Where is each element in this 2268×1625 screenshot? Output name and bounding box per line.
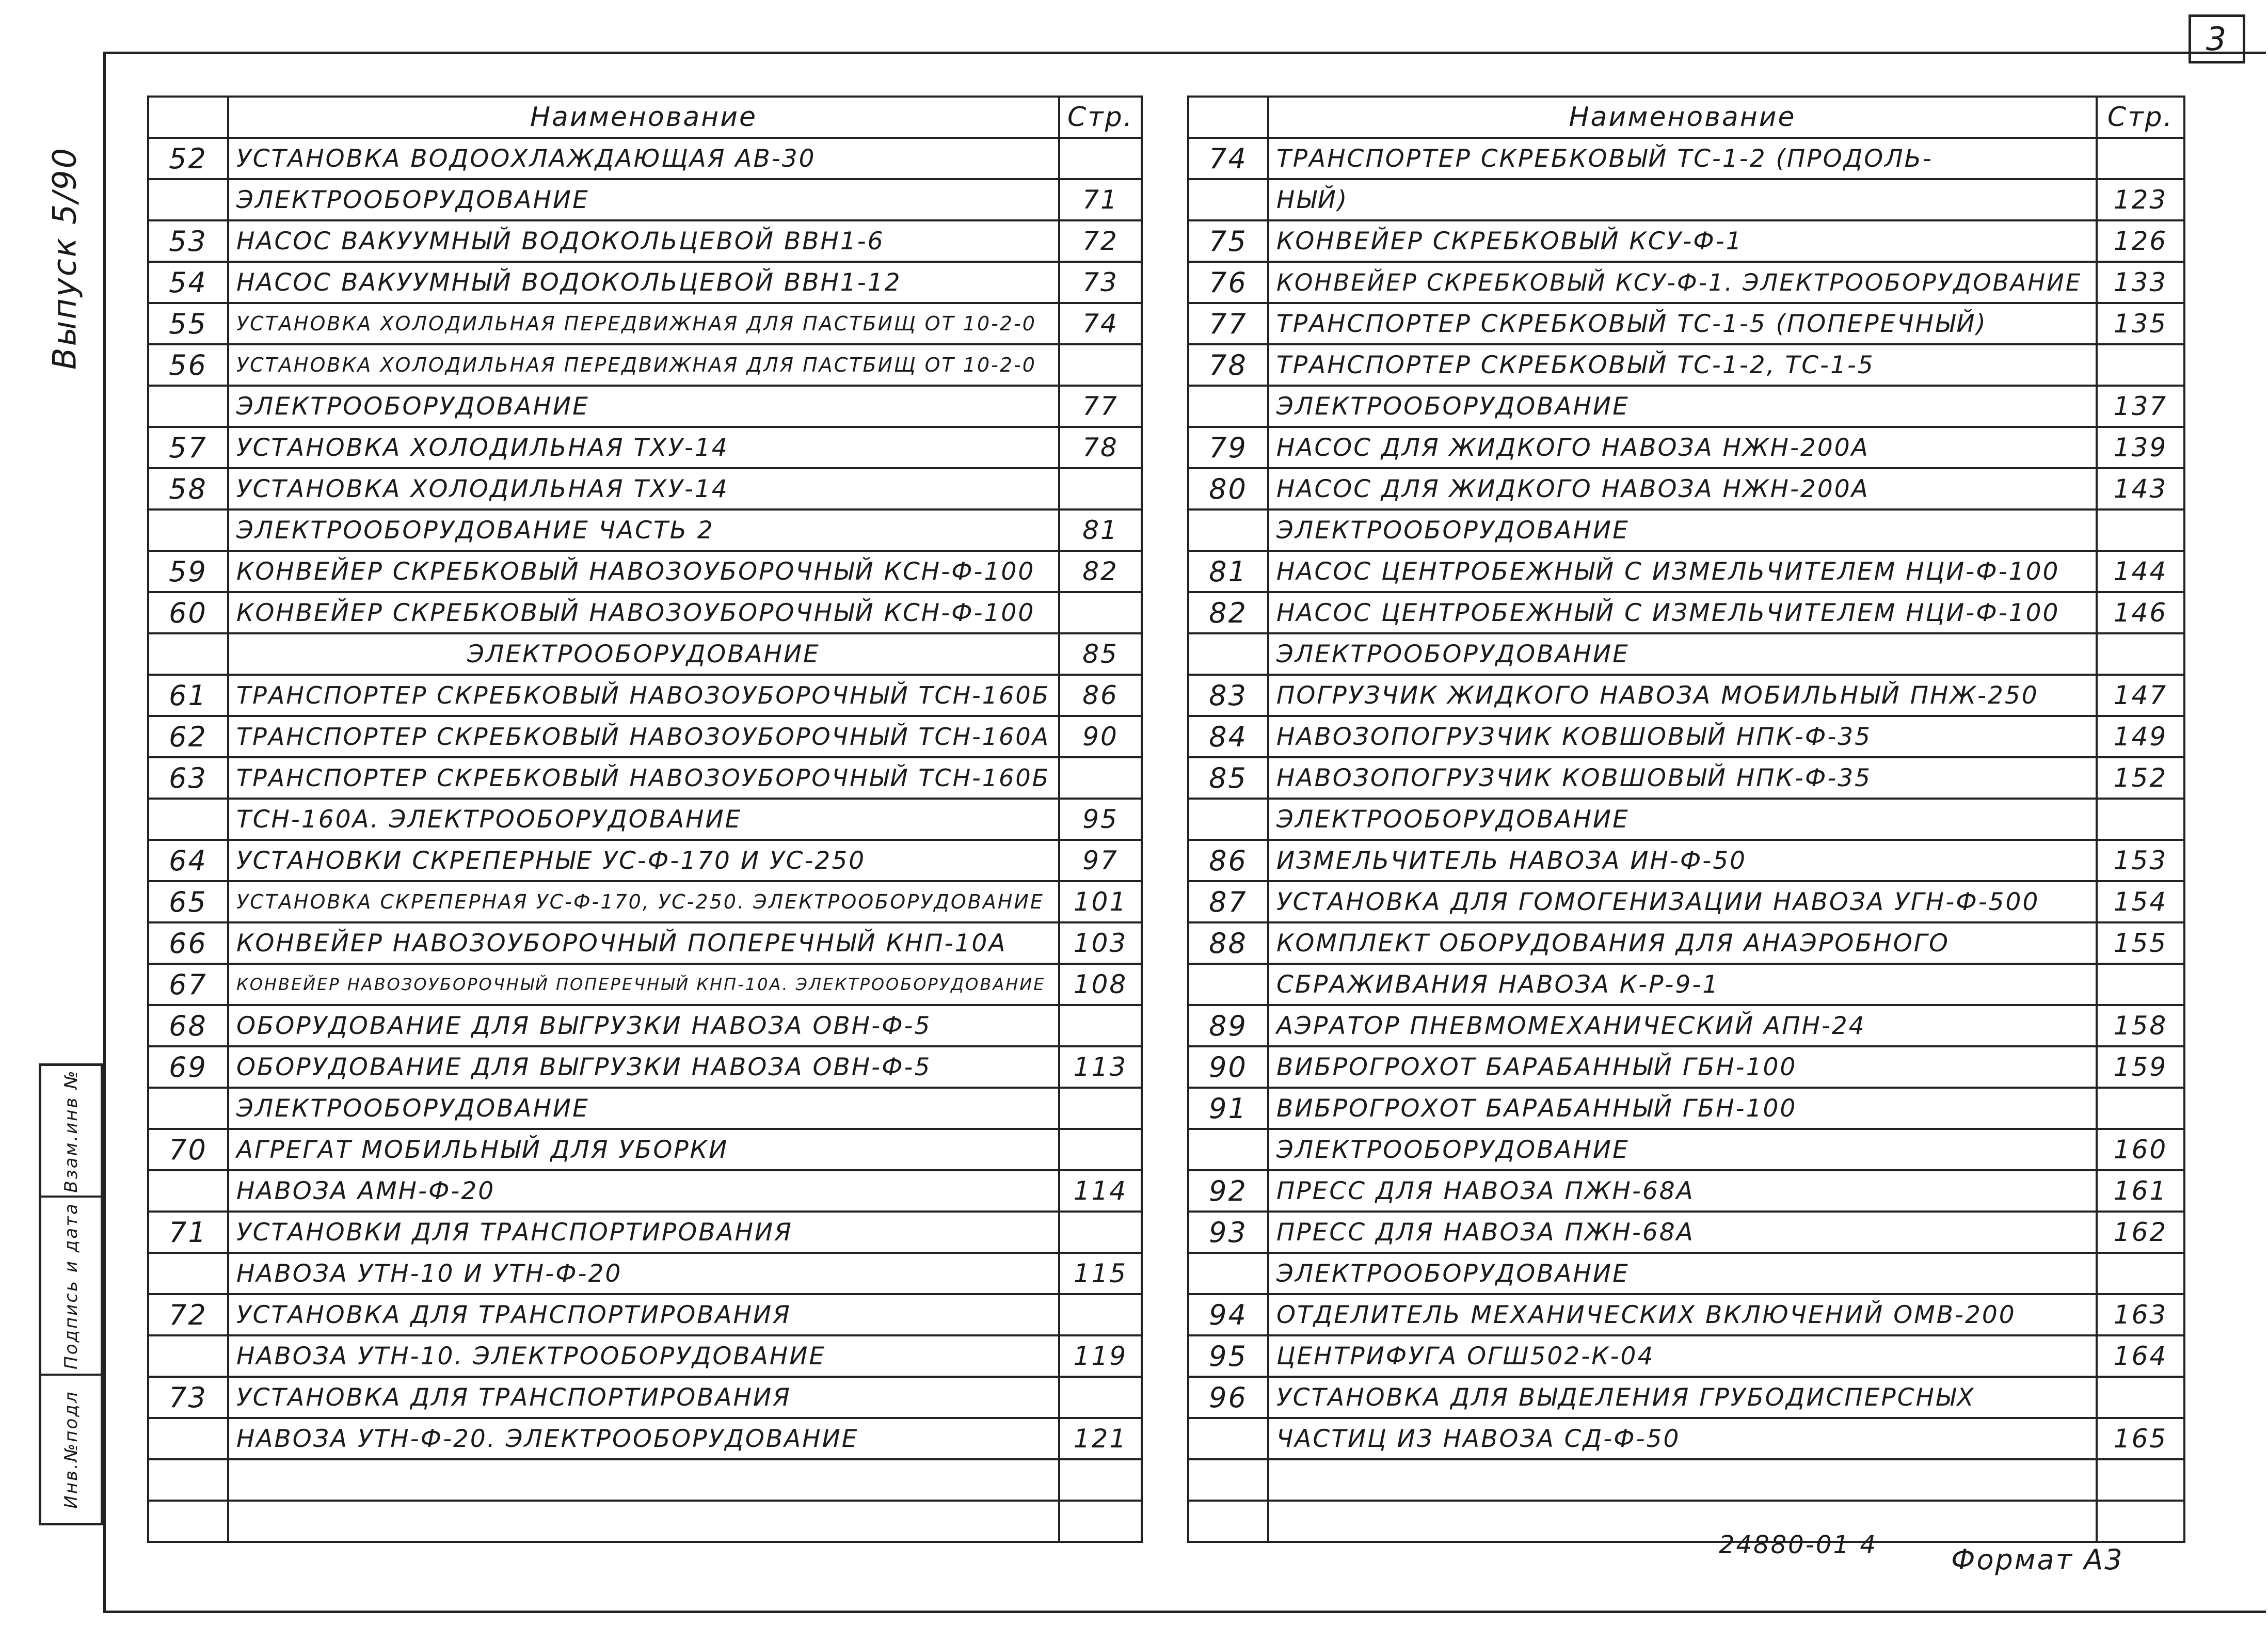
item-page [2097, 633, 2184, 675]
item-page: 115 [1059, 1253, 1142, 1294]
table-row [148, 303, 1142, 344]
table-row [1188, 427, 2184, 468]
item-page: 165 [2097, 1418, 2184, 1459]
stamp-label: Подпись и дата [60, 1202, 82, 1369]
item-name: УСТАНОВКИ СКРЕПЕРНЫЕ УС-Ф-170 И УС-250 [228, 840, 1059, 881]
item-number: 86 [1188, 840, 1268, 881]
item-number [148, 633, 228, 675]
item-number [148, 1459, 228, 1501]
table-row [1188, 840, 2184, 881]
item-number [1188, 1129, 1268, 1170]
item-name: ЭЛЕКТРООБОРУДОВАНИЕ [1268, 799, 2097, 840]
item-number: 71 [148, 1212, 228, 1253]
item-name: ЦЕНТРИФУГА ОГШ502-К-04 [1268, 1335, 2097, 1377]
item-number: 95 [1188, 1335, 1268, 1377]
table-row [148, 1129, 1142, 1170]
item-number: 90 [1188, 1046, 1268, 1088]
item-name: НАВОЗОПОГРУЗЧИК КОВШОВЫЙ НПК-Ф-35 [1268, 757, 2097, 799]
name-header: Наименование [228, 97, 1059, 138]
item-number: 75 [1188, 220, 1268, 262]
item-name: НАВОЗА УТН-10 И УТН-Ф-20 [228, 1253, 1059, 1294]
item-number: 67 [148, 964, 228, 1005]
stamp-label: Взам.инв № [60, 1069, 82, 1193]
item-number [1188, 633, 1268, 675]
item-number: 59 [148, 551, 228, 592]
table-row [148, 1459, 1142, 1501]
table-row [148, 179, 1142, 220]
item-number [1188, 799, 1268, 840]
item-name: ТРАНСПОРТЕР СКРЕБКОВЫЙ ТС-1-2 (ПРОДОЛЬ- [1268, 138, 2097, 179]
table-row [1188, 757, 2184, 799]
item-number: 84 [1188, 716, 1268, 757]
item-page: 108 [1059, 964, 1142, 1005]
item-page [2097, 964, 2184, 1005]
item-page [2097, 1377, 2184, 1418]
item-name: НЫЙ) [1268, 179, 2097, 220]
item-name: ЭЛЕКТРООБОРУДОВАНИЕ [1268, 1129, 2097, 1170]
item-name: ТРАНСПОРТЕР СКРЕБКОВЫЙ НАВОЗОУБОРОЧНЫЙ ТСН-160Б [228, 675, 1059, 716]
item-page: 78 [1059, 427, 1142, 468]
table-row [1188, 1212, 2184, 1253]
page-header: Стр. [2097, 97, 2184, 138]
item-number: 66 [148, 922, 228, 964]
item-page: 90 [1059, 716, 1142, 757]
item-name: УСТАНОВКИ ДЛЯ ТРАНСПОРТИРОВАНИЯ [228, 1212, 1059, 1253]
stamp-label: Инв.№подл [60, 1390, 82, 1509]
item-number: 65 [148, 881, 228, 922]
table-row [1188, 1253, 2184, 1294]
item-number [148, 179, 228, 220]
item-number [1188, 964, 1268, 1005]
item-page: 126 [2097, 220, 2184, 262]
number-header [1188, 97, 1268, 138]
table-row [1188, 220, 2184, 262]
item-name: НАСОС ДЛЯ ЖИДКОГО НАВОЗА НЖН-200А [1268, 468, 2097, 509]
table-row [1188, 551, 2184, 592]
item-page: 95 [1059, 799, 1142, 840]
approval-stamp-strip [39, 1063, 103, 1525]
table-row [1188, 1459, 2184, 1501]
item-name: ТРАНСПОРТЕР СКРЕБКОВЫЙ ТС-1-5 (ПОПЕРЕЧНЫЙ) [1268, 303, 2097, 344]
table-row [148, 386, 1142, 427]
item-name: НАСОС ЦЕНТРОБЕЖНЫЙ С ИЗМЕЛЬЧИТЕЛЕМ НЦИ-Ф-100 [1268, 551, 2097, 592]
item-number: 80 [1188, 468, 1268, 509]
table-row [148, 1088, 1142, 1129]
stamp-cell-original [41, 1376, 101, 1523]
table-row [1188, 468, 2184, 509]
item-number: 81 [1188, 551, 1268, 592]
item-name: УСТАНОВКА ХОЛОДИЛЬНАЯ ТХУ-14 [228, 468, 1059, 509]
item-name: ЭЛЕКТРООБОРУДОВАНИЕ [1268, 633, 2097, 675]
item-name: КОНВЕЙЕР СКРЕБКОВЫЙ НАВОЗОУБОРОЧНЫЙ КСН-Ф-100 [228, 551, 1059, 592]
item-number [1188, 386, 1268, 427]
item-page: 121 [1059, 1418, 1142, 1459]
contents-body-right [1188, 138, 2184, 1542]
item-number [148, 1335, 228, 1377]
table-row [148, 922, 1142, 964]
item-page: 81 [1059, 509, 1142, 551]
item-page: 74 [1059, 303, 1142, 344]
item-page [2097, 509, 2184, 551]
item-page [1059, 468, 1142, 509]
item-number: 77 [1188, 303, 1268, 344]
item-number: 68 [148, 1005, 228, 1046]
item-number: 56 [148, 344, 228, 386]
table-row [1188, 1005, 2184, 1046]
table-row [148, 675, 1142, 716]
item-number: 91 [1188, 1088, 1268, 1129]
item-page: 86 [1059, 675, 1142, 716]
item-page: 164 [2097, 1335, 2184, 1377]
item-page: 139 [2097, 427, 2184, 468]
item-page: 152 [2097, 757, 2184, 799]
item-page [1059, 592, 1142, 633]
table-row [1188, 633, 2184, 675]
item-page [2097, 344, 2184, 386]
table-row [148, 1170, 1142, 1212]
item-number [148, 1501, 228, 1542]
item-name: УСТАНОВКА ВОДООХЛАЖДАЮЩАЯ АВ-30 [228, 138, 1059, 179]
table-row [1188, 1377, 2184, 1418]
table-row [148, 964, 1142, 1005]
item-name: ПРЕСС ДЛЯ НАВОЗА ПЖН-68А [1268, 1212, 2097, 1253]
item-number: 79 [1188, 427, 1268, 468]
item-number [1188, 509, 1268, 551]
item-name: ЭЛЕКТРООБОРУДОВАНИЕ ЧАСТЬ 2 [228, 509, 1059, 551]
item-page: 101 [1059, 881, 1142, 922]
page-number-box [2189, 14, 2245, 63]
item-name: ТРАНСПОРТЕР СКРЕБКОВЫЙ НАВОЗОУБОРОЧНЫЙ ТСН-160Б [228, 757, 1059, 799]
table-row [1188, 675, 2184, 716]
item-page: 72 [1059, 220, 1142, 262]
item-page: 137 [2097, 386, 2184, 427]
item-name: КОНВЕЙЕР СКРЕБКОВЫЙ КСУ-Ф-1 [1268, 220, 2097, 262]
item-name [1268, 1459, 2097, 1501]
item-number [1188, 1501, 1268, 1542]
item-name: ОТДЕЛИТЕЛЬ МЕХАНИЧЕСКИХ ВКЛЮЧЕНИЙ ОМВ-200 [1268, 1294, 2097, 1335]
item-page: 133 [2097, 262, 2184, 303]
table-row [1188, 1170, 2184, 1212]
item-name: ВИБРОГРОХОТ БАРАБАННЫЙ ГБН-100 [1268, 1088, 2097, 1129]
item-name: УСТАНОВКА ХОЛОДИЛЬНАЯ ПЕРЕДВИЖНАЯ ДЛЯ ПАСТБИЩ ОТ 10-2-0 [228, 303, 1059, 344]
item-number: 94 [1188, 1294, 1268, 1335]
item-number: 58 [148, 468, 228, 509]
item-number [148, 386, 228, 427]
item-page: 160 [2097, 1129, 2184, 1170]
issue-label: Выпуск 5/90 [45, 146, 84, 370]
item-page: 155 [2097, 922, 2184, 964]
item-page [2097, 799, 2184, 840]
name-header: Наименование [1268, 97, 2097, 138]
item-name: УСТАНОВКА ХОЛОДИЛЬНАЯ ТХУ-14 [228, 427, 1059, 468]
item-name: ЭЛЕКТРООБОРУДОВАНИЕ [228, 1088, 1059, 1129]
table-row [148, 716, 1142, 757]
item-number: 96 [1188, 1377, 1268, 1418]
table-row [1188, 303, 2184, 344]
table-row [148, 1294, 1142, 1335]
item-page: 113 [1059, 1046, 1142, 1088]
item-name: ТСН-160А. ЭЛЕКТРООБОРУДОВАНИЕ [228, 799, 1059, 840]
item-name: НАВОЗА УТН-10. ЭЛЕКТРООБОРУДОВАНИЕ [228, 1335, 1059, 1377]
item-page: 85 [1059, 633, 1142, 675]
item-page [1059, 1005, 1142, 1046]
item-page: 73 [1059, 262, 1142, 303]
item-name: ЭЛЕКТРООБОРУДОВАНИЕ [228, 633, 1059, 675]
item-number: 76 [1188, 262, 1268, 303]
table-row [1188, 1129, 2184, 1170]
item-page: 119 [1059, 1335, 1142, 1377]
item-number [148, 1253, 228, 1294]
item-number: 54 [148, 262, 228, 303]
item-number [1188, 179, 1268, 220]
item-name: СБРАЖИВАНИЯ НАВОЗА К-Р-9-1 [1268, 964, 2097, 1005]
item-page: 77 [1059, 386, 1142, 427]
item-name: ОБОРУДОВАНИЕ ДЛЯ ВЫГРУЗКИ НАВОЗА ОВН-Ф-5 [228, 1005, 1059, 1046]
item-name: НАСОС ВАКУУМНЫЙ ВОДОКОЛЬЦЕВОЙ ВВН1-12 [228, 262, 1059, 303]
item-name [228, 1501, 1059, 1542]
item-number: 89 [1188, 1005, 1268, 1046]
item-page: 153 [2097, 840, 2184, 881]
item-number: 74 [1188, 138, 1268, 179]
table-row [1188, 386, 2184, 427]
table-row [1188, 964, 2184, 1005]
contents-table-left [147, 95, 1143, 1543]
item-page [1059, 1501, 1142, 1542]
number-header [148, 97, 228, 138]
table-row [1188, 716, 2184, 757]
item-name [1268, 1501, 2097, 1542]
item-number: 61 [148, 675, 228, 716]
table-row [148, 633, 1142, 675]
stamp-cell-signature [41, 1198, 101, 1376]
table-row [1188, 179, 2184, 220]
table-row [148, 468, 1142, 509]
page-number: 3 [2206, 20, 2228, 58]
item-page: 82 [1059, 551, 1142, 592]
item-name: УСТАНОВКА ХОЛОДИЛЬНАЯ ПЕРЕДВИЖНАЯ ДЛЯ ПАСТБИЩ ОТ 10-2-0 [228, 344, 1059, 386]
item-page [1059, 138, 1142, 179]
item-name: НАВОЗА УТН-Ф-20. ЭЛЕКТРООБОРУДОВАНИЕ [228, 1418, 1059, 1459]
table-row [1188, 1046, 2184, 1088]
item-page: 135 [2097, 303, 2184, 344]
item-number: 85 [1188, 757, 1268, 799]
table-row [1188, 592, 2184, 633]
table-row [1188, 881, 2184, 922]
table-header-row [148, 97, 1142, 138]
item-number: 60 [148, 592, 228, 633]
item-name: КОНВЕЙЕР НАВОЗОУБОРОЧНЫЙ ПОПЕРЕЧНЫЙ КНП-10А. ЭЛЕКТРООБОРУДОВАНИЕ [228, 964, 1059, 1005]
item-name: ЭЛЕКТРООБОРУДОВАНИЕ [1268, 386, 2097, 427]
item-number [148, 1418, 228, 1459]
item-number: 52 [148, 138, 228, 179]
item-page [2097, 138, 2184, 179]
item-page: 71 [1059, 179, 1142, 220]
table-row [148, 1418, 1142, 1459]
item-name: НАВОЗА АМН-Ф-20 [228, 1170, 1059, 1212]
item-page: 159 [2097, 1046, 2184, 1088]
table-row [148, 138, 1142, 179]
item-number [148, 799, 228, 840]
table-row [1188, 1088, 2184, 1129]
document-code: 24880-01 4 [1719, 1531, 1877, 1559]
item-number: 62 [148, 716, 228, 757]
item-number: 63 [148, 757, 228, 799]
item-number: 69 [148, 1046, 228, 1088]
item-page [2097, 1459, 2184, 1501]
table-row [1188, 922, 2184, 964]
item-name [228, 1459, 1059, 1501]
item-number [148, 509, 228, 551]
table-row [148, 1253, 1142, 1294]
item-number: 73 [148, 1377, 228, 1418]
table-row [1188, 799, 2184, 840]
item-number [148, 1170, 228, 1212]
item-number [1188, 1418, 1268, 1459]
item-name: УСТАНОВКА ДЛЯ ТРАНСПОРТИРОВАНИЯ [228, 1377, 1059, 1418]
item-name: УСТАНОВКА СКРЕПЕРНАЯ УС-Ф-170, УС-250. ЭЛЕКТРООБОРУДОВАНИЕ [228, 881, 1059, 922]
format-label: Формат А3 [1951, 1543, 2124, 1576]
table-row [148, 757, 1142, 799]
table-row [148, 840, 1142, 881]
item-page: 158 [2097, 1005, 2184, 1046]
item-page [2097, 1253, 2184, 1294]
item-name: ЭЛЕКТРООБОРУДОВАНИЕ [228, 386, 1059, 427]
table-row [148, 220, 1142, 262]
page-header: Стр. [1059, 97, 1142, 138]
table-row [1188, 344, 2184, 386]
item-number: 55 [148, 303, 228, 344]
item-name: ИЗМЕЛЬЧИТЕЛЬ НАВОЗА ИН-Ф-50 [1268, 840, 2097, 881]
item-page: 163 [2097, 1294, 2184, 1335]
item-number: 57 [148, 427, 228, 468]
table-row [148, 592, 1142, 633]
item-number: 78 [1188, 344, 1268, 386]
item-page: 149 [2097, 716, 2184, 757]
item-number [1188, 1253, 1268, 1294]
item-page [1059, 1377, 1142, 1418]
item-page: 97 [1059, 840, 1142, 881]
item-name: УСТАНОВКА ДЛЯ ГОМОГЕНИЗАЦИИ НАВОЗА УГН-Ф-500 [1268, 881, 2097, 922]
item-name: КОНВЕЙЕР СКРЕБКОВЫЙ КСУ-Ф-1. ЭЛЕКТРООБОРУДОВАНИЕ [1268, 262, 2097, 303]
item-name: ТРАНСПОРТЕР СКРЕБКОВЫЙ ТС-1-2, ТС-1-5 [1268, 344, 2097, 386]
item-number: 93 [1188, 1212, 1268, 1253]
item-name: АГРЕГАТ МОБИЛЬНЫЙ ДЛЯ УБОРКИ [228, 1129, 1059, 1170]
table-row [148, 1501, 1142, 1542]
contents-table-right [1187, 95, 2185, 1543]
item-page: 154 [2097, 881, 2184, 922]
item-number: 72 [148, 1294, 228, 1335]
table-row [148, 1005, 1142, 1046]
item-name: УСТАНОВКА ДЛЯ ТРАНСПОРТИРОВАНИЯ [228, 1294, 1059, 1335]
item-number: 64 [148, 840, 228, 881]
item-name: КОНВЕЙЕР СКРЕБКОВЫЙ НАВОЗОУБОРОЧНЫЙ КСН-Ф-100 [228, 592, 1059, 633]
item-number [1188, 1459, 1268, 1501]
contents-body-left [148, 138, 1142, 1542]
item-number: 88 [1188, 922, 1268, 964]
item-page [1059, 1129, 1142, 1170]
item-number: 53 [148, 220, 228, 262]
item-name: ПРЕСС ДЛЯ НАВОЗА ПЖН-68А [1268, 1170, 2097, 1212]
table-row [148, 427, 1142, 468]
item-page [1059, 1459, 1142, 1501]
item-name: НАСОС ВАКУУМНЫЙ ВОДОКОЛЬЦЕВОЙ ВВН1-6 [228, 220, 1059, 262]
table-row [148, 509, 1142, 551]
item-page: 147 [2097, 675, 2184, 716]
item-name: ЧАСТИЦ ИЗ НАВОЗА СД-Ф-50 [1268, 1418, 2097, 1459]
item-page: 143 [2097, 468, 2184, 509]
item-page [1059, 757, 1142, 799]
item-name: КОНВЕЙЕР НАВОЗОУБОРОЧНЫЙ ПОПЕРЕЧНЫЙ КНП-10А [228, 922, 1059, 964]
item-name: НАВОЗОПОГРУЗЧИК КОВШОВЫЙ НПК-Ф-35 [1268, 716, 2097, 757]
item-page: 103 [1059, 922, 1142, 964]
table-row [1188, 1294, 2184, 1335]
item-page: 161 [2097, 1170, 2184, 1212]
item-page [1059, 1212, 1142, 1253]
table-row [1188, 1418, 2184, 1459]
item-page [1059, 1088, 1142, 1129]
table-row [1188, 509, 2184, 551]
item-page: 162 [2097, 1212, 2184, 1253]
item-page: 146 [2097, 592, 2184, 633]
table-row [148, 799, 1142, 840]
item-name: ТРАНСПОРТЕР СКРЕБКОВЫЙ НАВОЗОУБОРОЧНЫЙ ТСН-160А [228, 716, 1059, 757]
table-row [1188, 262, 2184, 303]
item-page [2097, 1088, 2184, 1129]
item-name: ВИБРОГРОХОТ БАРАБАННЫЙ ГБН-100 [1268, 1046, 2097, 1088]
item-page [1059, 1294, 1142, 1335]
item-name: КОМПЛЕКТ ОБОРУДОВАНИЯ ДЛЯ АНАЭРОБНОГО [1268, 922, 2097, 964]
item-number: 83 [1188, 675, 1268, 716]
item-name: НАСОС ДЛЯ ЖИДКОГО НАВОЗА НЖН-200А [1268, 427, 2097, 468]
item-name: НАСОС ЦЕНТРОБЕЖНЫЙ С ИЗМЕЛЬЧИТЕЛЕМ НЦИ-Ф-100 [1268, 592, 2097, 633]
item-page: 123 [2097, 179, 2184, 220]
item-name: ПОГРУЗЧИК ЖИДКОГО НАВОЗА МОБИЛЬНЫЙ ПНЖ-250 [1268, 675, 2097, 716]
table-header-row [1188, 97, 2184, 138]
table-row [148, 1212, 1142, 1253]
table-row [148, 344, 1142, 386]
item-page: 144 [2097, 551, 2184, 592]
table-row [148, 881, 1142, 922]
item-page: 114 [1059, 1170, 1142, 1212]
item-name: ЭЛЕКТРООБОРУДОВАНИЕ [228, 179, 1059, 220]
table-row [148, 1377, 1142, 1418]
table-row [1188, 1501, 2184, 1542]
item-name: ЭЛЕКТРООБОРУДОВАНИЕ [1268, 509, 2097, 551]
item-number [148, 1088, 228, 1129]
item-name: УСТАНОВКА ДЛЯ ВЫДЕЛЕНИЯ ГРУБОДИСПЕРСНЫХ [1268, 1377, 2097, 1418]
item-name: ОБОРУДОВАНИЕ ДЛЯ ВЫГРУЗКИ НАВОЗА ОВН-Ф-5 [228, 1046, 1059, 1088]
item-number: 70 [148, 1129, 228, 1170]
table-row [148, 551, 1142, 592]
item-page [1059, 344, 1142, 386]
table-row [148, 262, 1142, 303]
item-number: 87 [1188, 881, 1268, 922]
item-page [2097, 1501, 2184, 1542]
item-name: АЭРАТОР ПНЕВМОМЕХАНИЧЕСКИЙ АПН-24 [1268, 1005, 2097, 1046]
item-number: 82 [1188, 592, 1268, 633]
table-row [1188, 138, 2184, 179]
table-row [1188, 1335, 2184, 1377]
table-row [148, 1046, 1142, 1088]
stamp-cell-replacement [41, 1066, 101, 1198]
table-row [148, 1335, 1142, 1377]
item-name: ЭЛЕКТРООБОРУДОВАНИЕ [1268, 1253, 2097, 1294]
item-number: 92 [1188, 1170, 1268, 1212]
